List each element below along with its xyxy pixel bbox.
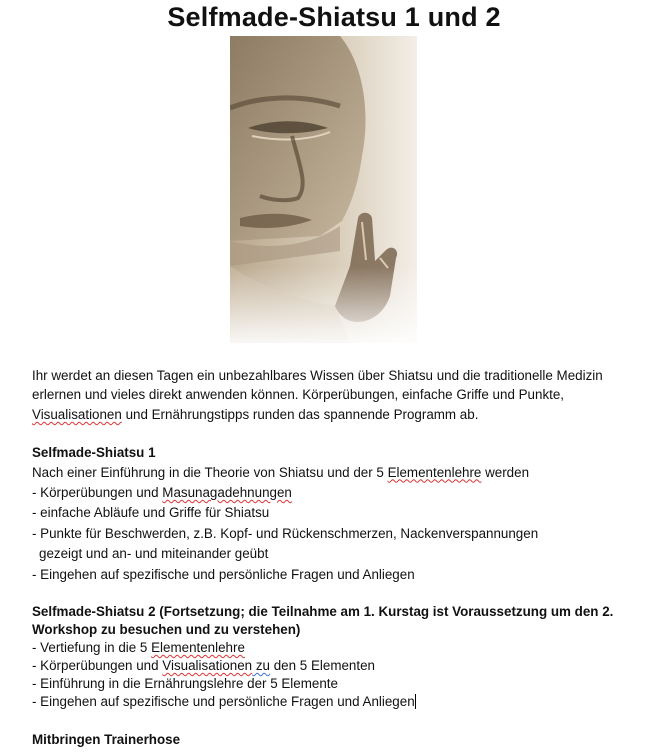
list-item: - Einführung in die Ernährungslehre der 5 Elemente (32, 676, 338, 692)
list-item: - Körperübungen und Visualisationen zu den 5 Elementen (32, 658, 375, 674)
spellcheck-word: Visualisationen (32, 406, 122, 422)
section2-heading: Selfmade-Shiatsu 2 (Fortsetzung; die Teilnahme am 1. Kurstag ist Voraussetzung um den 2. Workshop zu besuchen und zu verstehen) (32, 604, 614, 638)
document-title: Selfmade-Shiatsu 1 und 2 (167, 2, 501, 32)
text-cursor (415, 694, 416, 709)
spellcheck-word: Visualisationen (162, 658, 253, 674)
section1-lead: Nach einer Einführung in die Theorie von Shiatsu und der 5 Elementenlehre werden (32, 464, 530, 480)
list-item-continuation: gezeigt und an- und miteinander geübt (39, 546, 269, 562)
list-item: - Vertiefung in die 5 Elementenlehre (32, 640, 245, 656)
intro-paragraph: Ihr werdet an diesen Tagen ein unbezahlbares Wissen über Shiatsu und die traditionelle Medizin erlernen und vieles direkt anwenden können. Körperübungen, einfache Griffe und Punkte, Visualisationen und Ernährungstipps runden das spannende Programm ab. (32, 368, 603, 422)
spellcheck-word: Elementenlehre (151, 640, 245, 656)
grammar-mark: zu (252, 658, 271, 674)
spellcheck-word: Masunagadehnungen (162, 485, 292, 501)
list-item: - Punkte für Beschwerden, z.B. Kopf- und Rückenschmerzen, Nackenverspannungen (32, 525, 539, 541)
section1-heading: Selfmade-Shiatsu 1 (32, 445, 156, 461)
list-item: - Eingehen auf spezifische und persönliche Fragen und Anliegen (32, 566, 415, 582)
list-item: - einfache Abläufe und Griffe für Shiatsu (32, 505, 270, 521)
bring-note: Mitbringen Trainerhose (32, 732, 181, 748)
spellcheck-word: Elementenlehre (387, 464, 482, 480)
buddha-statue-image (230, 36, 417, 343)
document-body (32, 366, 642, 749)
list-item: - Eingehen auf spezifische und persönliche Fragen und Anliegen (32, 694, 415, 710)
list-item: - Körperübungen und Masunagadehnungen (32, 485, 292, 501)
